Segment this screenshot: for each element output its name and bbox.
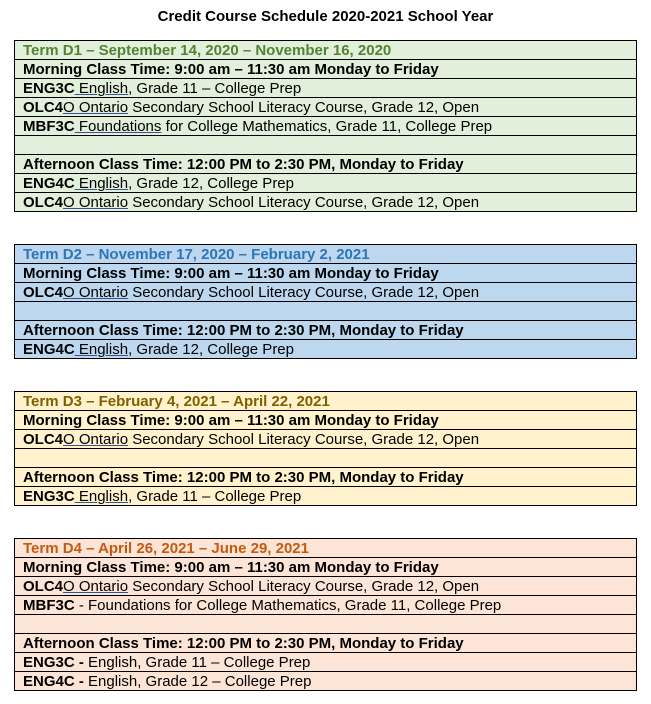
spacer-row (15, 449, 636, 468)
course-description: Secondary School Literacy Course, Grade 12, Open (128, 431, 480, 448)
course-name-link: O Ontario (63, 194, 129, 211)
term-heading: Term D3 – February 4, 2021 – April 22, 2021 (15, 392, 636, 411)
course-row (15, 596, 636, 615)
course-row (15, 174, 636, 193)
course-code: ENG4C (23, 341, 75, 358)
course-name-link: English (74, 80, 129, 97)
course-name-link: O Ontario (63, 578, 129, 595)
morning-time-heading: Morning Class Time: 9:00 am – 11:30 am Monday to Friday (15, 558, 636, 577)
term-d3-table (14, 391, 637, 506)
term-heading: Term D4 – April 26, 2021 – June 29, 2021 (15, 539, 636, 558)
course-description: Secondary School Literacy Course, Grade 12, Open (128, 99, 480, 116)
term-heading: Term D1 – September 14, 2020 – November 16, 2020 (15, 41, 636, 60)
course-description: - Foundations for College Mathematics, Grade 11, College Prep (74, 597, 502, 614)
course-description: Secondary School Literacy Course, Grade 12, Open (128, 284, 480, 301)
course-description: Secondary School Literacy Course, Grade 12, Open (128, 578, 480, 595)
course-description: English, Grade 11 – College Prep (83, 654, 311, 671)
course-row (15, 193, 636, 212)
page-title: Credit Course Schedule 2020-2021 School Year (157, 8, 494, 25)
course-name-link: English (74, 341, 129, 358)
course-row (15, 79, 636, 98)
course-description: English, Grade 12 – College Prep (83, 673, 312, 690)
course-code: OLC4 (23, 284, 64, 301)
course-description: , Grade 11 – College Prep (128, 80, 302, 97)
course-name-link: Foundations (74, 118, 162, 135)
course-code: MBF3C (23, 118, 75, 135)
afternoon-time-heading: Afternoon Class Time: 12:00 PM to 2:30 PM, Monday to Friday (15, 155, 636, 174)
afternoon-time-heading: Afternoon Class Time: 12:00 PM to 2:30 PM, Monday to Friday (15, 321, 636, 340)
course-description: Secondary School Literacy Course, Grade 12, Open (128, 194, 480, 211)
course-description: for College Mathematics, Grade 11, College Prep (161, 118, 493, 135)
term-heading: Term D2 – November 17, 2020 – February 2, 2021 (15, 245, 636, 264)
course-name-link: O Ontario (63, 99, 129, 116)
course-code: ENG3C (23, 80, 75, 97)
course-row (15, 98, 636, 117)
course-code: MBF3C (23, 597, 75, 614)
course-name-link: O Ontario (63, 431, 129, 448)
morning-time-heading: Morning Class Time: 9:00 am – 11:30 am Monday to Friday (15, 264, 636, 283)
spacer-row (15, 136, 636, 155)
course-row (15, 430, 636, 449)
course-description: , Grade 11 – College Prep (128, 488, 302, 505)
term-d2-table (14, 244, 637, 359)
afternoon-time-heading: Afternoon Class Time: 12:00 PM to 2:30 PM, Monday to Friday (15, 468, 636, 487)
course-code: OLC4 (23, 99, 64, 116)
course-name-link: English (74, 175, 129, 192)
spacer-row (15, 615, 636, 634)
course-name-link: O Ontario (63, 284, 129, 301)
course-code: OLC4 (23, 578, 64, 595)
course-code: ENG3C - (23, 654, 84, 671)
course-code: OLC4 (23, 194, 64, 211)
spacer-row (15, 302, 636, 321)
course-row (15, 117, 636, 136)
morning-time-heading: Morning Class Time: 9:00 am – 11:30 am Monday to Friday (15, 411, 636, 430)
course-row (15, 487, 636, 506)
morning-time-heading: Morning Class Time: 9:00 am – 11:30 am Monday to Friday (15, 60, 636, 79)
course-code: ENG3C (23, 488, 75, 505)
course-code: OLC4 (23, 431, 64, 448)
afternoon-time-heading: Afternoon Class Time: 12:00 PM to 2:30 PM, Monday to Friday (15, 634, 636, 653)
course-row (15, 653, 636, 672)
course-row (15, 283, 636, 302)
course-description: , Grade 12, College Prep (128, 341, 294, 358)
term-d1-table (14, 40, 637, 212)
course-row (15, 577, 636, 596)
course-code: ENG4C - (23, 673, 84, 690)
course-code: ENG4C (23, 175, 75, 192)
course-name-link: English (74, 488, 129, 505)
course-description: , Grade 12, College Prep (128, 175, 294, 192)
course-row (15, 340, 636, 359)
term-d4-table (14, 538, 637, 691)
course-row (15, 672, 636, 691)
